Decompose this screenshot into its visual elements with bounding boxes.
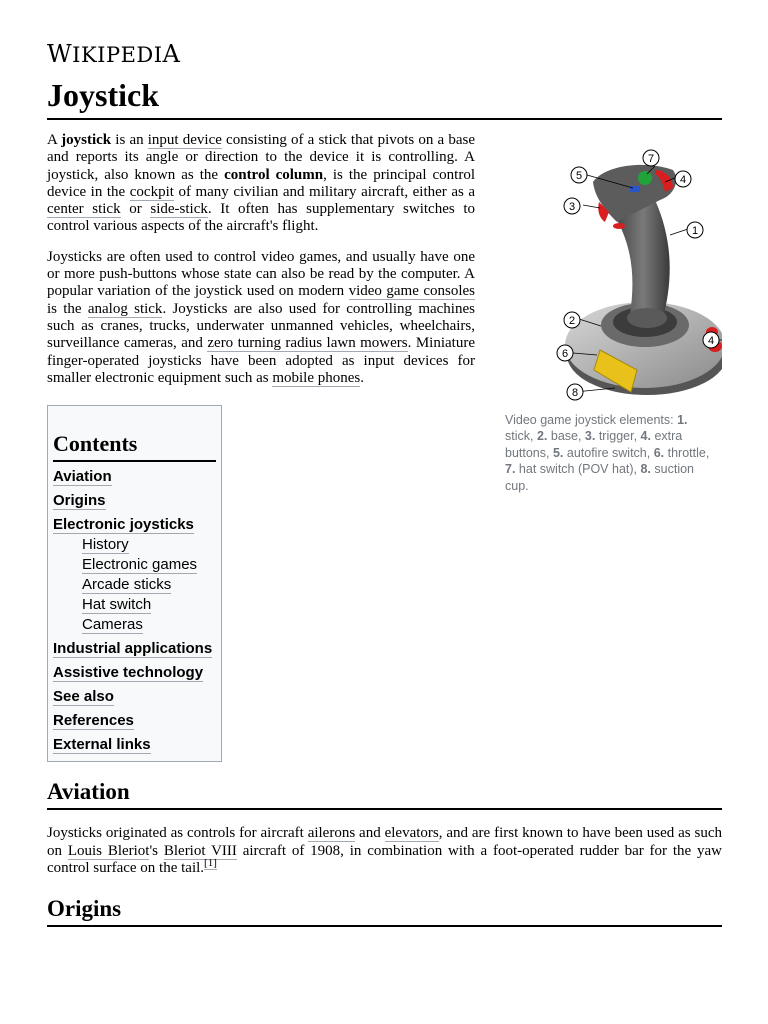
bold-term: 2. xyxy=(536,429,548,444)
toc-subitem-history[interactable]: History xyxy=(82,536,129,553)
callout-label: 1 xyxy=(691,225,699,237)
wiki-link[interactable]: elevators xyxy=(384,825,439,841)
wiki-link[interactable]: Bleriot VIII xyxy=(163,842,237,859)
section-heading-aviation: Aviation xyxy=(47,778,722,810)
toc-subitem-hat-switch[interactable]: Hat switch xyxy=(82,596,152,613)
bold-term: 8. xyxy=(640,462,651,477)
toc-subitem-arcade-sticks[interactable]: Arcade sticks xyxy=(82,576,172,593)
toc-item-references[interactable]: References xyxy=(53,712,134,729)
figure-caption: Video game joystick elements: 1. stick, 2. base, 3. trigger, 4. extra buttons, 5. autofire switch, 6. throttle, 7. hat switch (POV hat), 8. suction cup. xyxy=(505,413,710,493)
toc-item-origins[interactable]: Origins xyxy=(53,492,106,509)
wikipedia-wordmark[interactable]: WIKIPEDIA xyxy=(47,40,181,68)
callout-label: 3 xyxy=(568,201,576,213)
toc-item-see-also[interactable]: See also xyxy=(53,688,114,705)
toc-subitem-cameras[interactable]: Cameras xyxy=(82,616,143,633)
wiki-link[interactable]: zero turning radius lawn mowers xyxy=(207,335,408,352)
toc-item-external-links[interactable]: External links xyxy=(53,736,151,753)
bold-term: joystick xyxy=(61,132,112,148)
aviation-paragraph: Joysticks originated as controls for aircraft ailerons and elevators, and are first known to have been used as such on Louis Bleriot's Bleriot VIII aircraft of 1908, in combination with a foot-operated rudder bar for the yaw control surface on the tail.[1] xyxy=(47,825,723,876)
toc-list xyxy=(53,468,216,754)
bold-term: 3. xyxy=(584,429,596,444)
callout-label: 2 xyxy=(568,315,576,327)
section-heading-origins: Origins xyxy=(47,895,722,927)
wiki-link[interactable]: input device xyxy=(147,132,222,148)
wiki-link[interactable]: ailerons xyxy=(307,825,356,841)
toc-sublist xyxy=(82,536,216,634)
callout-label: 4 xyxy=(707,335,715,347)
toc-item-assistive-technology[interactable]: Assistive technology xyxy=(53,664,204,681)
wiki-link[interactable]: Louis Bleriot xyxy=(67,842,150,859)
bold-term: 7. xyxy=(505,462,516,477)
table-of-contents xyxy=(47,405,222,762)
lead-paragraph: Joysticks are often used to control video games, and usually have one or more push-buttons whose state can also be read by the computer. A popular variation of the joystick used on modern video game consoles is the analog stick. Joysticks are also used for controlling machines such as cranes, trucks, underwater unmanned vehicles, wheelchairs, surveillance cameras, and zero turning radius lawn mowers. Miniature finger-operated joysticks have been adopted as input devices for smaller electronic equipment such as mobile phones. xyxy=(47,248,475,386)
wiki-link[interactable]: center stick xyxy=(47,201,121,218)
callout-label: 5 xyxy=(575,170,583,182)
toc-item-industrial-applications[interactable]: Industrial applications xyxy=(53,640,213,657)
wiki-link[interactable]: cockpit xyxy=(129,183,174,200)
bold-term: 5. xyxy=(552,445,564,460)
bold-term: 6. xyxy=(653,445,665,460)
wiki-link[interactable]: video game consoles xyxy=(348,283,475,300)
toc-subitem-electronic-games[interactable]: Electronic games xyxy=(82,556,198,573)
toc-title: Contents xyxy=(53,430,216,462)
toc-item-aviation[interactable]: Aviation xyxy=(53,468,112,485)
callout-label: 7 xyxy=(647,153,655,165)
wiki-link[interactable]: mobile phones xyxy=(272,369,361,386)
joystick-diagram-image xyxy=(505,140,722,405)
page-title: Joystick xyxy=(47,76,722,120)
lead-paragraph: A joystick is an input device consisting of a stick that pivots on a base and reports its angle or direction to the device it is controlling. A joystick, also known as the control column, is the principal control device in the cockpit of many civilian and military aircraft, either as a center stick or side-stick. It often has supplementary switches to control various aspects of the aircraft's flight. xyxy=(47,132,476,235)
bold-term: 1. xyxy=(677,413,688,427)
wiki-link[interactable]: side-stick xyxy=(150,201,208,218)
lead-section xyxy=(47,132,475,400)
callout-label: 4 xyxy=(679,174,687,186)
toc-item-electronic-joysticks[interactable]: Electronic joysticks History Electronic games Arcade sticks Hat switch Cameras xyxy=(53,516,216,634)
bold-term: 4. xyxy=(640,429,651,444)
callout-label: 8 xyxy=(571,387,579,399)
bold-term: control column xyxy=(224,166,324,183)
citation-ref[interactable]: [1] xyxy=(204,857,217,869)
callout-label: 6 xyxy=(561,348,569,360)
wiki-link[interactable]: analog stick xyxy=(87,300,163,317)
joystick-figure[interactable] xyxy=(505,140,722,405)
